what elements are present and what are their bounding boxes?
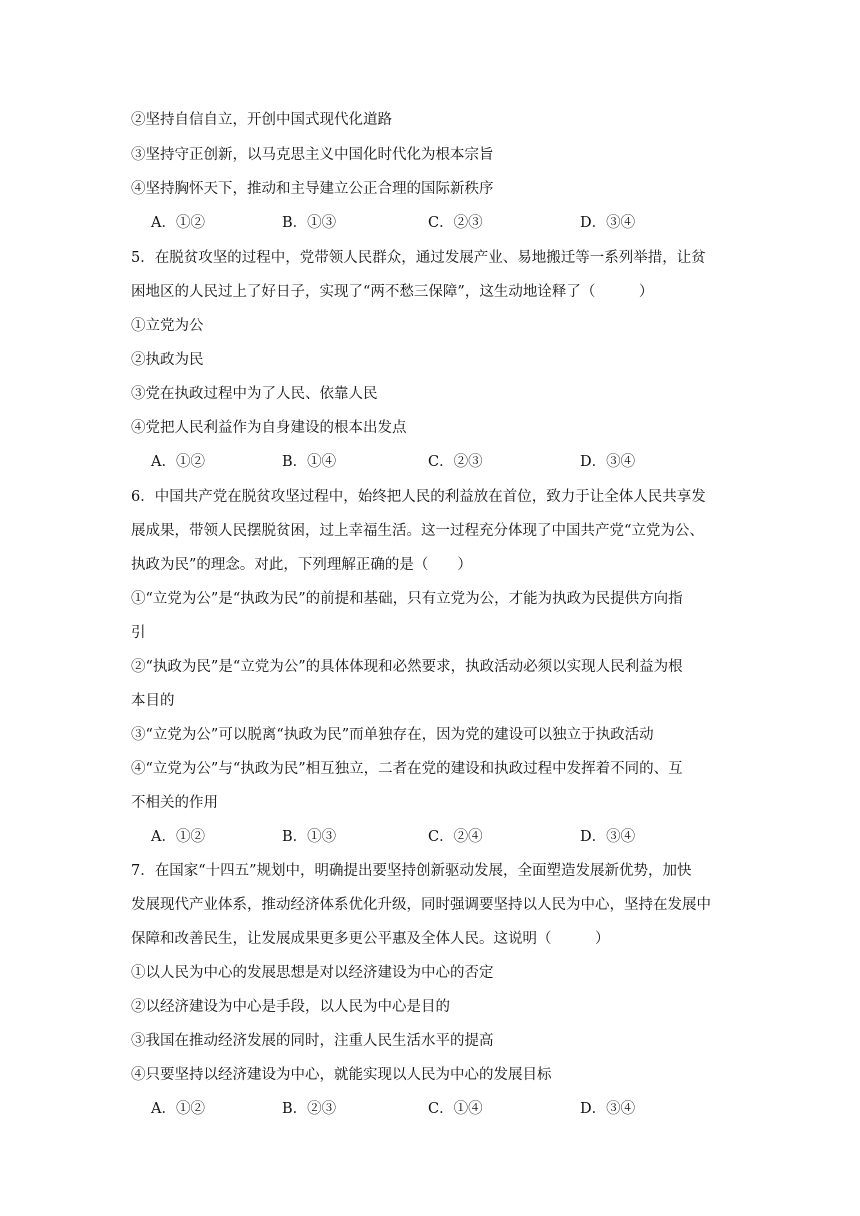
q6-option-d[interactable]: D．③④ [580, 829, 636, 845]
q7-options [151, 1099, 711, 1119]
q4-statement-4: ④坚持胸怀天下，推动和主导建立公正合理的国际新秩序 [131, 181, 494, 197]
q5-option-b[interactable]: B．①④ [282, 454, 337, 470]
q6-statement-4-line-1: ④“立党为公”与“执政为民”相互独立，二者在党的建设和执政过程中发挥着不同的、互 [131, 761, 683, 777]
q4-statement-2: ②坚持自信自立，开创中国式现代化道路 [131, 112, 392, 128]
q5-option-d[interactable]: D．③④ [580, 454, 636, 470]
q4-option-b[interactable]: B．①③ [282, 215, 337, 231]
q5-option-c[interactable]: C．②③ [428, 454, 483, 470]
q7-statement-4: ④只要坚持以经济建设为中心，就能实现以人民为中心的发展目标 [131, 1067, 552, 1083]
q6-statement-2-line-1: ②“执政为民”是“立党为公”的具体体现和必然要求，执政活动必须以实现人民利益为根 [131, 659, 683, 675]
q6-statement-4-line-2: 不相关的作用 [131, 795, 218, 811]
q5-statement-1: ①立党为公 [131, 318, 204, 334]
q7-option-d[interactable]: D．③④ [580, 1101, 636, 1117]
q7-stem-line-3: 保障和改善民生，让发展成果更多更公平惠及全体人民。这说明（ ） [131, 931, 610, 947]
q5-statement-3: ③党在执政过程中为了人民、依靠人民 [131, 386, 378, 402]
q6-options [151, 827, 711, 847]
q7-statement-1: ①以人民为中心的发展思想是对以经济建设为中心的否定 [131, 965, 494, 981]
q4-option-d[interactable]: D．③④ [580, 215, 636, 231]
q6-stem-line-2: 展成果，带领人民摆脱贫困，过上幸福生活。这一过程充分体现了中国共产党“立党为公、 [131, 523, 704, 539]
q7-statement-2: ②以经济建设为中心是手段，以人民为中心是目的 [131, 999, 450, 1015]
q7-statement-3: ③我国在推动经济发展的同时，注重人民生活水平的提高 [131, 1033, 494, 1049]
q6-statement-3: ③“立党为公”可以脱离“执政为民”而单独存在，因为党的建设可以独立于执政活动 [131, 727, 654, 743]
q5-option-a[interactable]: A．①② [151, 454, 205, 470]
q6-stem-line-3: 执政为民”的理念。对此，下列理解正确的是（ ） [131, 557, 472, 573]
q4-option-c[interactable]: C．②③ [428, 215, 483, 231]
q5-statement-4: ④党把人民利益作为自身建设的根本出发点 [131, 420, 407, 436]
q6-stem-line-1: 6．中国共产党在脱贫攻坚过程中，始终把人民的利益放在首位，致力于让全体人民共享发 [131, 489, 706, 505]
q6-option-a[interactable]: A．①② [151, 829, 205, 845]
q7-stem-line-1: 7．在国家“十四五”规划中，明确提出要坚持创新驱动发展，全面塑造发展新优势，加快 [131, 863, 692, 879]
q7-option-c[interactable]: C．①④ [428, 1101, 483, 1117]
q7-stem-line-2: 发展现代产业体系，推动经济体系优化升级，同时强调要坚持以人民为中心，坚持在发展中 [131, 897, 711, 913]
q5-stem-line-2: 困地区的人民过上了好日子，实现了“两不愁三保障”，这生动地诠释了（ ） [131, 284, 654, 300]
q6-statement-1-line-1: ①“立党为公”是“执政为民”的前提和基础，只有立党为公，才能为执政为民提供方向指 [131, 591, 683, 607]
q4-option-a[interactable]: A．①② [151, 215, 205, 231]
q6-statement-1-line-2: 引 [131, 625, 146, 641]
q6-option-c[interactable]: C．②④ [428, 829, 483, 845]
q4-statement-3: ③坚持守正创新，以马克思主义中国化时代化为根本宗旨 [131, 147, 494, 163]
q5-statement-2: ②执政为民 [131, 352, 204, 368]
q4-options [151, 213, 711, 233]
q6-option-b[interactable]: B．①③ [282, 829, 337, 845]
q5-options [151, 452, 711, 472]
q7-option-b[interactable]: B．②③ [282, 1101, 337, 1117]
q7-option-a[interactable]: A．①② [151, 1101, 205, 1117]
q6-statement-2-line-2: 本目的 [131, 693, 175, 709]
q5-stem-line-1: 5．在脱贫攻坚的过程中，党带领人民群众，通过发展产业、易地搬迁等一系列举措，让贫 [131, 250, 706, 266]
